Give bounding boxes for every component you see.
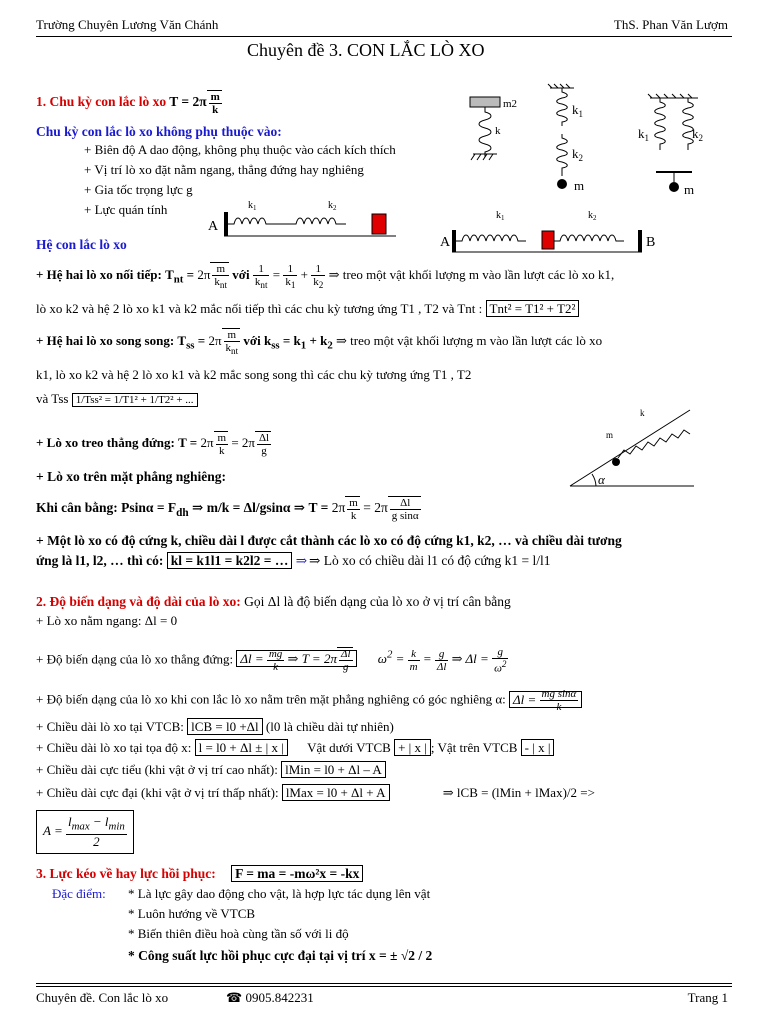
label-k1-h: $k_1$ [248,200,257,212]
page-title: Chuyên đề 3. CON LẮC LÒ XO [247,40,485,60]
label-m2: m2 [503,98,518,110]
footer-phone: ☎ 0905.842231 [226,990,314,1005]
label-m-incline: m [606,430,614,440]
footer-rule-1 [36,983,732,984]
figure-horizontal-series [208,196,398,240]
s2-line6: + Chiều dài cực tiểu (khi vật ở vị trí cao nhất): lMin = l0 + Δl – A [36,763,386,778]
label-m: m [574,178,585,193]
parallel-formula-box: 1/Tss² = 1/T1² + 1/T2² + ... [72,393,198,407]
figure-hanging-series [540,84,600,196]
parallel-line1: + Hệ hai lò xo song song: $T_{ss} = 2\pi$ $\frac{m}{k_{nt}}$ với $k_{ss} = k_1 + k_2$ ⇒ treo một vật khối lượng m vào lần lượt các lò xo [36,329,603,357]
section2-heading: 2. Độ biến dạng và độ dài của lò xo: Gọi Δl là độ biến dạng của lò xo ở vị trí cân bằng [36,594,511,609]
incline-label: + Lò xo trên mặt phẳng nghiêng: [36,469,226,484]
s2-line7: + Chiều dài cực đại (khi vật ở vị trí thấp nhất): lMax = l0 + Δl + A ⇒ lCB = (lMin + lMax)/2 => [36,785,595,800]
s2-line1: + Lò xo nằm ngang: Δl = 0 [36,613,178,628]
footer-rule-2 [36,986,732,987]
feature-3: * Biến thiên điều hoà cùng tần số với li độ [128,926,349,941]
parallel-line2: k1, lò xo k2 và hệ 2 lò xo k1 và k2 mắc song song thì các chu kỳ tương ứng T1 , T2 [36,367,472,382]
series-line2: lò xo k2 và hệ 2 lò xo k1 và k2 mắc nối tiếp thì các chu kỳ tương ứng T1 , T2 và Tnt : Tnt² = T1² + T2² [36,302,579,317]
header-rule [36,36,732,37]
indep-item-1: + Biên độ A dao động, không phụ thuộc vào cách kích thích [84,142,396,157]
footer-page: Trang 1 [687,990,728,1005]
feature-2: * Luôn hướng về VTCB [128,906,256,921]
label-k2-h: $k_2$ [328,200,337,212]
amplitude-box: A = $\frac{l_{max} - l_{min}}{2}$ [36,810,134,854]
label-alpha: α [598,472,605,487]
label-k1-b: $k_1$ [496,210,505,222]
indep-item-3: + Gia tốc trọng lực g [84,182,193,197]
label-k1: $k_1$ [572,102,583,119]
label-A: A [208,219,219,234]
cut-line2: ứng là l1, l2, … thì có: kl = k1l1 = k2l2 = … ⇒ ⇒ Lò xo có chiều dài l1 có độ cứng k1 = l/l1 [36,553,551,568]
series-line1: + Hệ hai lò xo nối tiếp: $T_{nt} = 2\pi$ $\frac{m}{k_{nt}}$ với $\frac{1}{k_{nt}}$ = $\frac{1}{k_1}$ + $\frac{1}{k_2}$ ⇒ treo một vật khối lượng m vào lần lượt các lò xo k1, [36,262,615,291]
s2-line5: + Chiều dài lò xo tại tọa độ x: l = l0 + Δl ± | x | Vật dưới VTCB + | x | ; Vật trên VTCB - | x | [36,741,554,756]
label-k-incline: k [640,408,645,418]
header-school: Trường Chuyên Lương Văn Chánh [36,17,219,32]
label-k2-b: $k_2$ [588,210,597,222]
footer-title: Chuyên đề. Con lắc lò xo [36,990,169,1005]
indep-item-2: + Vị trí lò xo đặt nằm ngang, thẳng đứng hay nghiêng [84,162,364,177]
section3-heading: 3. Lực kéo về hay lực hồi phục: F = ma = -mω²x = -kx [36,866,363,882]
s2-line2: + Độ biến dạng của lò xo thẳng đứng: Δl = $\frac{mg}{k}$ ⇒ T = 2π $\frac{\Delta l}{g}$ $\omega^2$ = $\frac{k}{m}$ = $\frac{g}{\Delta l}$ ⇒ Δl = $\frac{g}{\omega^2}$ [36,646,507,675]
s2-line4: + Chiều dài lò xo tại VTCB: lCB = l0 +Δl (l0 là chiều dài tự nhiên) [36,719,394,734]
label-k1-parallel: $k_1$ [638,126,649,143]
label-k2: $k_2$ [572,146,583,163]
vertical-line: + Lò xo treo thẳng đứng: T = 2π $\frac{m}{k}$ = 2π $\frac{\Delta l}{g}$ [36,432,270,458]
features-label: Đặc điểm: [52,886,106,901]
indep-item-4: + Lực quán tính [84,202,168,217]
equilibrium-line: Khi cân bằng: $Psin\alpha = F_{dh}$ ⇒ m/k = Δl/gsinα ⇒ T = 2π $\frac{m}{k}$ = 2π $\frac{\Delta l}{\text{g sinα}}$ [36,497,419,523]
lcb-box: lCB = l0 +Δl [187,718,262,735]
indep-heading: Chu kỳ con lắc lò xo không phụ thuộc vào: [36,124,282,139]
series-formula-box: Tnt² = T1² + T2² [486,300,580,317]
figure-hanging-parallel [636,94,716,204]
label-A2: A [440,235,451,250]
section1-heading: 1. Chu kỳ con lắc lò xo T = 2π $\frac{m}{k}$ [36,91,220,117]
label-k2-parallel: $k_2$ [692,126,703,143]
figure-horizontal-between [440,208,660,254]
label-k: k [495,125,501,137]
restoring-force-box: F = ma = -mω²x = -kx [231,865,363,882]
cut-line1: + Một lò xo có độ cứng k, chiều dài l được cắt thành các lò xo có độ cứng k1, k2, … và chiều dài tương [36,533,622,548]
feature-4: * Công suất lực hồi phục cực đại tại vị trí x = ± √2 / 2 [128,948,433,963]
label-B: B [646,235,656,250]
cut-formula-box: kl = k1l1 = k2l2 = … [167,552,293,569]
parallel-line3: và Tss 1/Tss² = 1/T1² + 1/T2² + ... [36,392,198,407]
header-author: ThS. Phan Văn Lượm [613,17,728,32]
feature-1: * Là lực gây dao động cho vật, là hợp lực tác dụng lên vật [128,886,431,901]
label-m-parallel: m [684,182,695,197]
figure-inclined-plane [566,404,696,494]
system-heading: Hệ con lắc lò xo [36,237,127,252]
s2-line3: + Độ biến dạng của lò xo khi con lắc lò xo nằm trên mặt phẳng nghiêng có góc nghiêng α: Δl = $\frac{\text{mg sinα}}{k}$ [36,688,582,713]
phone-icon: ☎ [226,990,243,1005]
figure-spring-m2 [465,92,525,164]
